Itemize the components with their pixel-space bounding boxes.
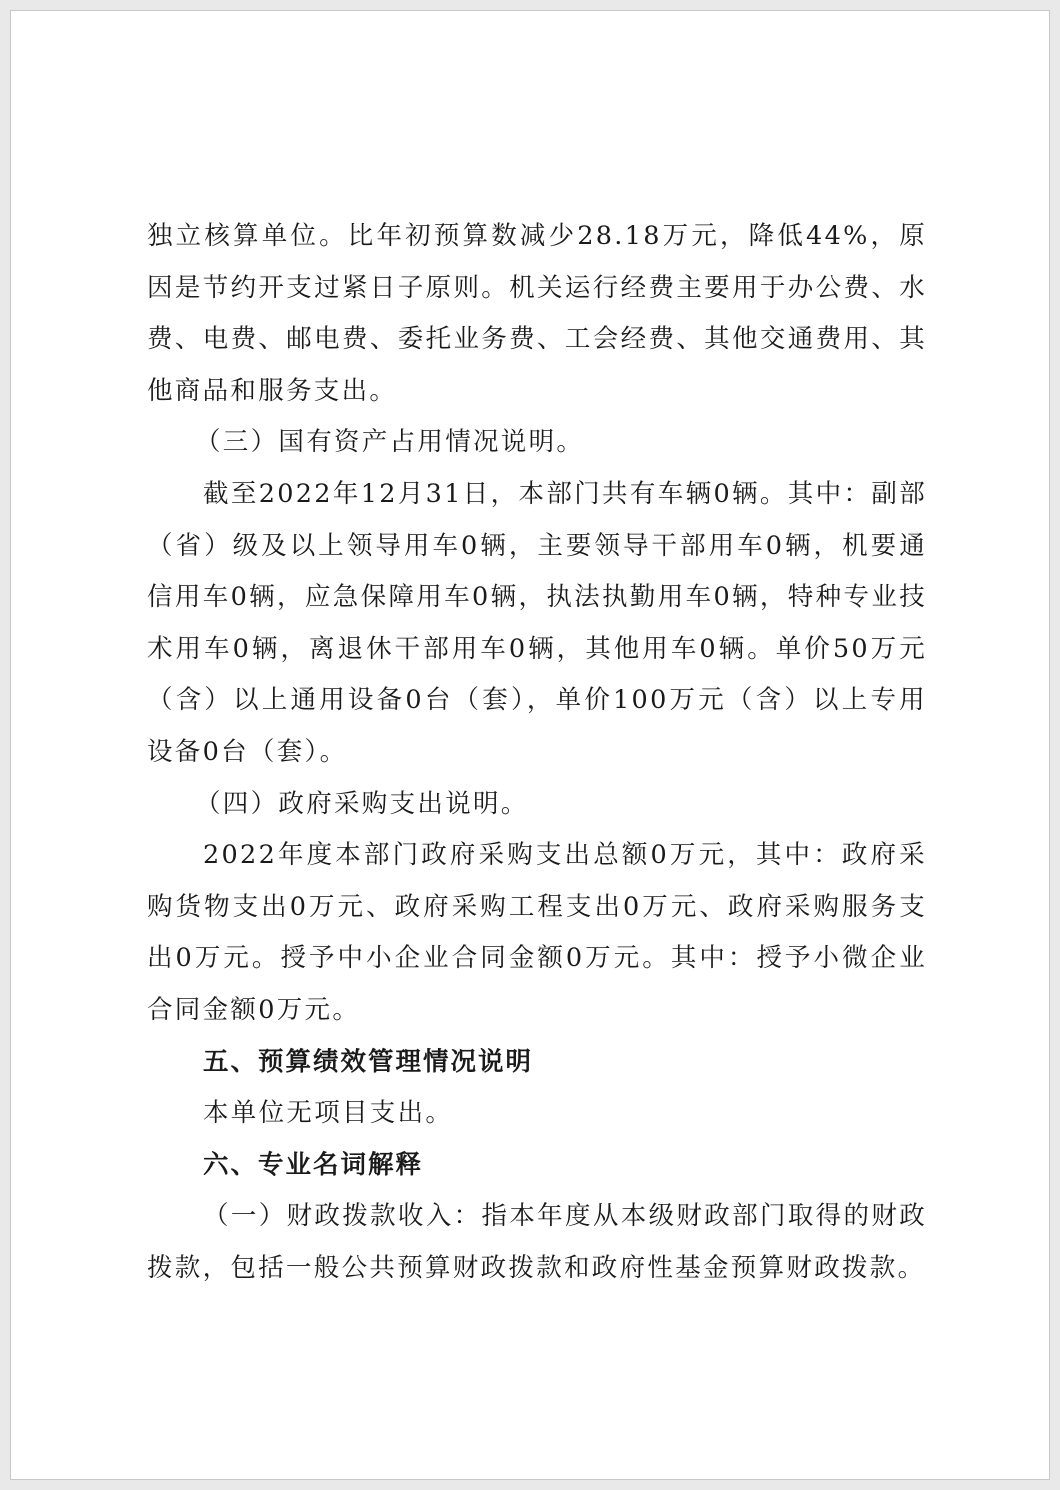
subheading-procurement: （四）政府采购支出说明。 bbox=[195, 788, 529, 819]
document-body bbox=[147, 211, 927, 1294]
term-definition: ：指本年度从本级财政部门取得的财政拨款，包括一般公共预算财政拨款和政府性基金预算财政拨款。 bbox=[147, 1201, 928, 1283]
paragraph-operating-costs: 独立核算单位。比年初预算数减少28.18万元，降低44%，原因是节约开支过紧日子原则。机关运行经费主要用于办公费、水费、电费、邮电费、委托业务费、工会经费、其他交通费用、其他商品和服务支出。 bbox=[147, 221, 927, 406]
subheading-state-assets: （三）国有资产占用情况说明。 bbox=[195, 427, 585, 458]
term-fiscal-appropriation: （一）财政拨款收入 bbox=[203, 1201, 454, 1232]
heading-terminology: 六、专业名词解释 bbox=[203, 1149, 424, 1180]
document-page bbox=[10, 10, 1050, 1480]
heading-performance-management: 五、预算绩效管理情况说明 bbox=[203, 1046, 534, 1077]
paragraph-procurement: 2022年度本部门政府采购支出总额0万元，其中：政府采购货物支出0万元、政府采购工程支出0万元、政府采购服务支出0万元。授予中小企业合同金额0万元。其中：授予小微企业合同金额0万元。 bbox=[147, 840, 927, 1025]
paragraph-fiscal-appropriation bbox=[147, 1191, 927, 1294]
paragraph-performance-management: 本单位无项目支出。 bbox=[203, 1098, 454, 1129]
paragraph-state-assets: 截至2022年12月31日，本部门共有车辆0辆。其中：副部（省）级及以上领导用车0辆，主要领导干部用车0辆，机要通信用车0辆，应急保障用车0辆，执法执勤用车0辆，特种专业技术用车0辆，离退休干部用车0辆，其他用车0辆。单价50万元（含）以上通用设备0台（套），单价100万元（含）以上专用设备0台（套）。 bbox=[147, 478, 927, 767]
